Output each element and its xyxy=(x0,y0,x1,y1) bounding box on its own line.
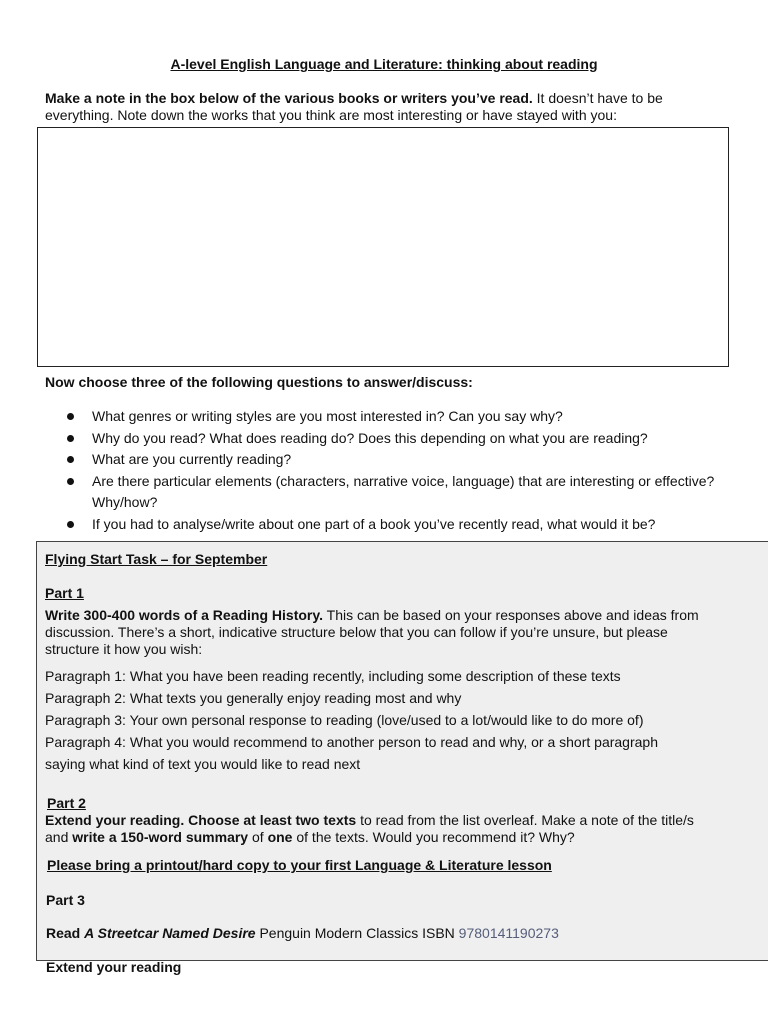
part3-label: Part 3 xyxy=(46,892,85,908)
list-item xyxy=(67,471,727,514)
bullet-icon xyxy=(67,521,74,528)
bullet-icon xyxy=(67,456,74,463)
part2-text2: of xyxy=(248,829,268,845)
list-item xyxy=(67,428,727,450)
isbn-number: 9780141190273 xyxy=(458,925,559,941)
paragraph-item: Paragraph 3: Your own personal response to reading (love/used to a lot/would like to do more of) xyxy=(45,712,644,728)
part2-bold2: write a 150-word summary xyxy=(72,829,249,845)
question-text: If you had to analyse/write about one part of a book you’ve recently read, what would it be? xyxy=(92,515,656,532)
part2-bold3: one xyxy=(267,829,293,845)
bring-printout: Please bring a printout/hard copy to your first Language & Literature lesson xyxy=(47,857,552,873)
book-title: A Streetcar Named Desire xyxy=(84,925,256,941)
bullet-icon xyxy=(67,413,74,420)
task-heading: Flying Start Task – for September xyxy=(45,551,268,567)
paragraph-list xyxy=(45,665,725,775)
part3-read: Read xyxy=(46,925,85,941)
part3-text xyxy=(46,925,559,942)
intro-text xyxy=(45,90,725,124)
question-text: What are you currently reading? xyxy=(92,451,292,467)
list-item xyxy=(67,406,727,428)
paragraph-item: Paragraph 1: What you have been reading recently, including some description of these texts xyxy=(45,668,621,684)
part1-bold: Write 300-400 words of a Reading History. xyxy=(45,607,324,623)
paragraph-item: Paragraph 4: What you would recommend to another person to read and why, or a short paragraph saying what kind of text you would like to read next xyxy=(45,734,658,772)
bullet-icon xyxy=(67,435,74,442)
intro-rest: It doesn’t have to be everything. Note down the works that you think are most interesting or have stayed with you: xyxy=(45,90,663,123)
part2-text xyxy=(45,812,710,846)
question-text: Are there particular elements (characters, narrative voice, language) that are interesting or effective? Why/how? xyxy=(92,472,715,510)
part1-label: Part 1 xyxy=(45,585,84,601)
part2-text3: of the texts. Would you recommend it? Why? xyxy=(292,829,575,845)
publisher-text: Penguin Modern Classics ISBN xyxy=(255,925,459,941)
part1-text xyxy=(45,607,705,658)
notes-box[interactable] xyxy=(37,127,729,367)
list-item xyxy=(67,449,727,471)
intro-bold: Make a note in the box below of the various books or writers you’ve read. xyxy=(45,90,533,106)
question-text: What genres or writing styles are you most interested in? Can you say why? xyxy=(92,408,563,424)
part2-bold1: Extend your reading. Choose at least two texts xyxy=(45,812,357,828)
list-item xyxy=(67,514,727,536)
choose-heading: Now choose three of the following questions to answer/discuss: xyxy=(45,374,473,390)
part2-label: Part 2 xyxy=(47,795,86,811)
part1-rest: This can be based on your responses above and ideas from discussion. There’s a short, indicative structure below that you can follow if you’re unsure, but please structure it how you wish: xyxy=(45,607,699,657)
page-title: A-level English Language and Literature: thinking about reading xyxy=(170,56,598,72)
bullet-icon xyxy=(67,478,74,485)
question-list xyxy=(67,406,727,535)
extend-heading: Extend your reading xyxy=(46,959,182,975)
question-text: Why do you read? What does reading do? Does this depending on what you are reading? xyxy=(92,429,648,446)
part2-text1: to read from the list overleaf. Make a note of the title/s and xyxy=(45,812,694,845)
paragraph-item: Paragraph 2: What texts you generally enjoy reading most and why xyxy=(45,690,462,706)
